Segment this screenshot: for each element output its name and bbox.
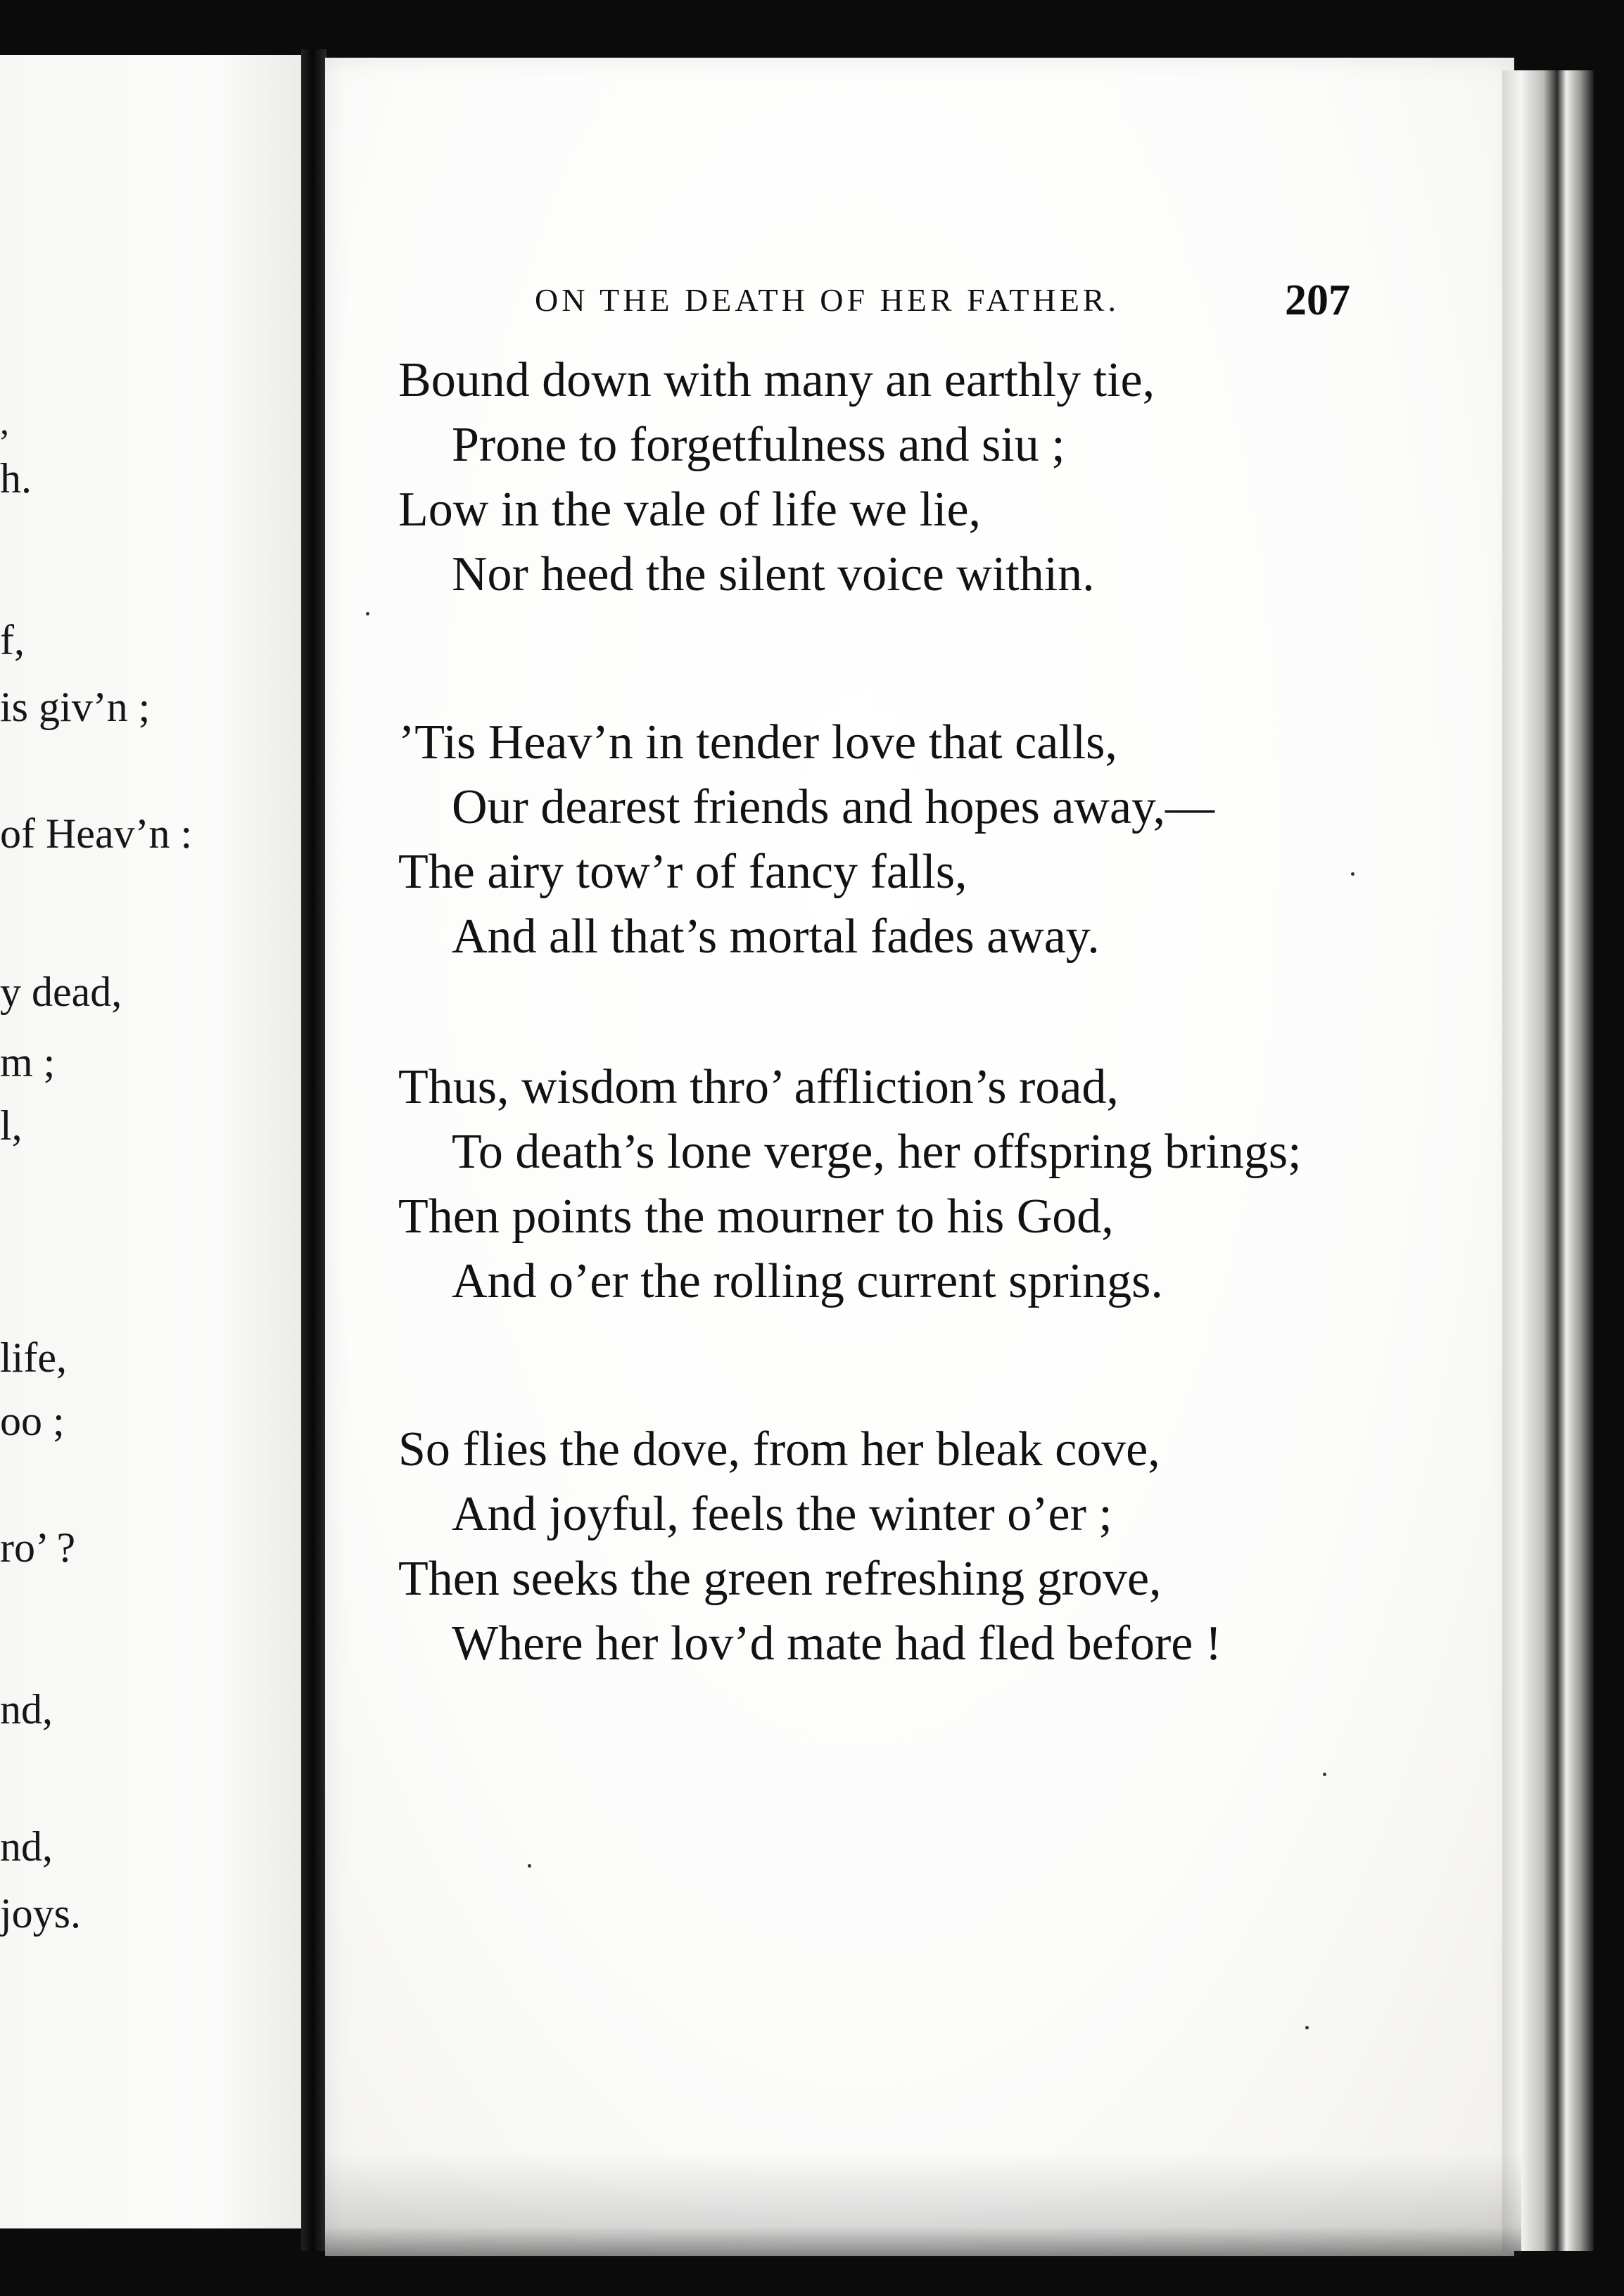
verse-line: ’Tis Heav’n in tender love that calls, bbox=[398, 715, 1117, 770]
stanza bbox=[398, 348, 1383, 607]
verse-line: To death’s lone verge, her offspring brings; bbox=[452, 1125, 1302, 1179]
verse-line: Then points the mourner to his God, bbox=[398, 1190, 1114, 1244]
page-bottom-shadow bbox=[325, 2152, 1521, 2258]
page-number: 207 bbox=[1285, 276, 1350, 324]
verse-line: Nor heed the silent voice within. bbox=[452, 547, 1095, 601]
verse-line: And all that’s mortal fades away. bbox=[452, 910, 1100, 964]
facing-page-mark: , bbox=[0, 402, 9, 442]
facing-page-fragment: joys. bbox=[0, 1890, 82, 1937]
scan-speck bbox=[1351, 872, 1355, 876]
facing-page-fragment: h. bbox=[0, 455, 32, 502]
verse-line: The airy tow’r of fancy falls, bbox=[398, 845, 968, 899]
stanza bbox=[398, 710, 1383, 969]
scan-speck bbox=[1323, 1773, 1326, 1776]
verse-line: And o’er the rolling current springs. bbox=[452, 1254, 1163, 1308]
stanza bbox=[398, 1055, 1383, 1314]
facing-page-fragment: f, bbox=[0, 617, 25, 663]
facing-page-fragment: y dead, bbox=[0, 969, 122, 1015]
facing-page-fragment: l, bbox=[0, 1102, 23, 1149]
facing-page-fragment: oo ; bbox=[0, 1398, 65, 1444]
verse-line: Prone to forgetfulness and siu ; bbox=[452, 418, 1065, 472]
verse-line: Bound down with many an earthly tie, bbox=[398, 353, 1155, 407]
verse-line: Our dearest friends and hopes away,— bbox=[452, 780, 1214, 834]
facing-page-fragment: of Heav’n : bbox=[0, 810, 193, 857]
facing-page-fragment: ro’ ? bbox=[0, 1524, 76, 1571]
verse-line: Where her lov’d mate had fled before ! bbox=[452, 1616, 1222, 1671]
facing-page-fragment: is giv’n ; bbox=[0, 684, 151, 730]
verse-line: And joyful, feels the winter o’er ; bbox=[452, 1487, 1112, 1541]
scan-speck bbox=[366, 612, 369, 616]
verse-line: Low in the vale of life we lie, bbox=[398, 483, 982, 537]
facing-page-fragment: m ; bbox=[0, 1039, 56, 1085]
scan-speck bbox=[528, 1864, 531, 1868]
page-edges bbox=[1502, 70, 1594, 2251]
stanza bbox=[398, 1417, 1383, 1676]
scan-speck bbox=[1305, 2026, 1309, 2029]
running-head: ON THE DEATH OF HER FATHER. bbox=[535, 282, 1119, 318]
verse-line: Thus, wisdom thro’ affliction’s road, bbox=[398, 1060, 1119, 1114]
facing-page-fragment: nd, bbox=[0, 1823, 53, 1870]
verse-line: So flies the dove, from her bleak cove, bbox=[398, 1422, 1160, 1477]
verse-line: Then seeks the green refreshing grove, bbox=[398, 1552, 1162, 1606]
facing-page-fragment: life, bbox=[0, 1334, 67, 1381]
facing-page-fragment: nd, bbox=[0, 1686, 53, 1733]
book-gutter bbox=[301, 49, 326, 2251]
